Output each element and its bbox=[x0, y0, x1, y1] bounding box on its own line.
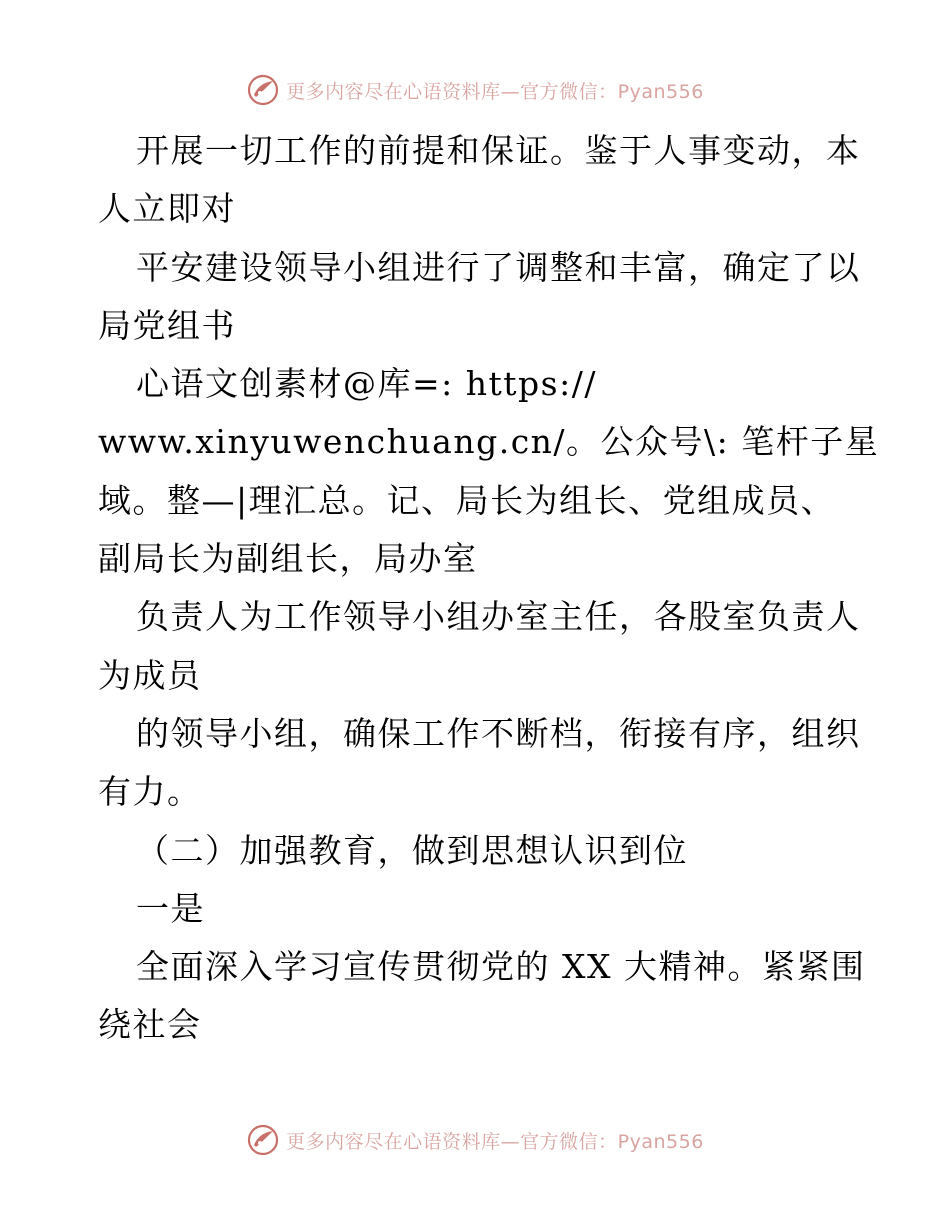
body-line: www.xinyuwenchuang.cn/。公众号\: 笔杆子星 bbox=[98, 422, 880, 462]
document-body bbox=[98, 122, 880, 1055]
body-line: 负责人为工作领导小组办室主任，各股室负责人 bbox=[136, 597, 861, 637]
header-watermark bbox=[0, 70, 950, 110]
body-line: 心语文创素材@库=: https:// bbox=[136, 364, 597, 404]
body-line: 开展一切工作的前提和保证。鉴于人事变动，本 bbox=[136, 131, 861, 170]
body-line: 绕社会 bbox=[98, 1005, 202, 1045]
body-line: 副局长为副组长，局办室 bbox=[98, 539, 478, 579]
body-line: 的领导小组，确保工作不断档，衔接有序，组织 bbox=[136, 713, 861, 753]
watermark-text: 更多内容尽在心语资料库—官方微信：Pyan556 bbox=[286, 80, 704, 103]
body-line: 全面深入学习宣传贯彻党的 XX 大精神。紧紧围 bbox=[136, 947, 866, 987]
body-line: 有力。 bbox=[98, 772, 202, 812]
footer-watermark bbox=[0, 1120, 950, 1160]
body-line: 为成员 bbox=[98, 655, 202, 695]
section-heading: （二）加强教育，做到思想认识到位 bbox=[136, 830, 688, 870]
body-line: 域。整—|理汇总。记、局长为组长、党组成员、 bbox=[98, 480, 836, 520]
watermark-text: 更多内容尽在心语资料库—官方微信：Pyan556 bbox=[286, 1130, 704, 1153]
body-line: 一是 bbox=[136, 888, 205, 928]
watermark-logo-icon bbox=[246, 1123, 280, 1157]
body-line: 平安建设领导小组进行了调整和丰富，确定了以 bbox=[136, 247, 861, 287]
watermark-logo-icon bbox=[246, 73, 280, 107]
body-line: 人立即对 bbox=[98, 189, 236, 229]
body-line: 局党组书 bbox=[98, 305, 236, 345]
